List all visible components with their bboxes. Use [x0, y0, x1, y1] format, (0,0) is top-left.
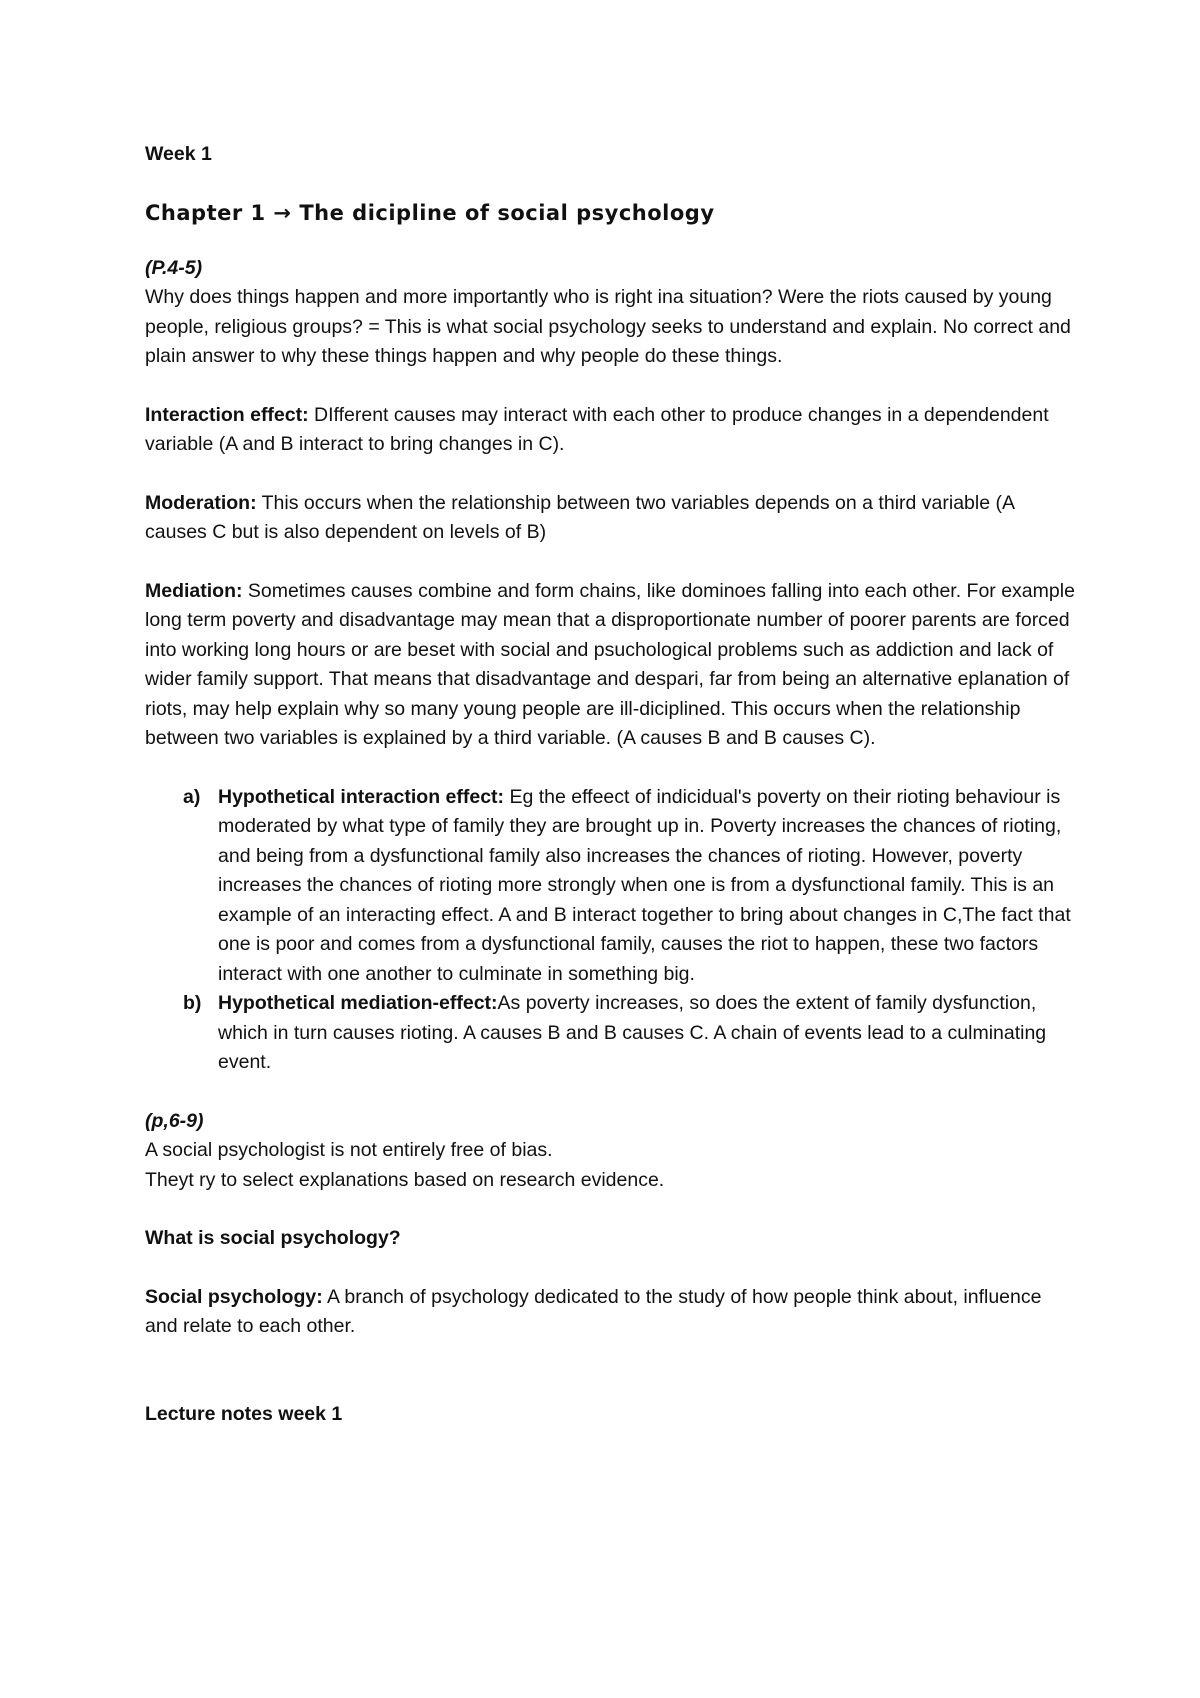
- list-marker: b): [183, 992, 202, 1014]
- spacer: [145, 1371, 1075, 1400]
- list-item-term: Hypothetical interaction effect:: [218, 785, 505, 808]
- list-item-term: Hypothetical mediation-effect:: [218, 992, 498, 1014]
- mediation-text: Sometimes causes combine and form chains, like dominoes falling into each other. For example long term poverty and disadvantage may mean that a disproportionate number of poorer parents are forced into working long hours or are beset with social and psuchological problems such as addiction and lack of wider family support. That means that disadvantage and despari, far from being an alternative eplanation of riots, may help explain why so many young people are ill-diciplined. This occurs when the relationship between two variables is explained by a third variable. (A causes B and B causes C).: [145, 579, 1075, 749]
- week-title: Week 1: [145, 143, 212, 165]
- interaction-effect-paragraph: [145, 401, 1075, 460]
- bias-line: A social psychologist is not entirely free of bias.: [145, 1139, 553, 1161]
- definition-paragraph: [145, 1283, 1075, 1342]
- mediation-paragraph: [145, 577, 1075, 754]
- section-p4-5: [145, 254, 1075, 372]
- list-marker: a): [183, 785, 201, 808]
- definition-text: A branch of psychology dedicated to the study of how people think about, influence and relate to each other.: [145, 1285, 1042, 1337]
- moderation-text: This occurs when the relationship between two variables depends on a third variable (A causes C but is also dependent on levels of B): [145, 491, 1014, 543]
- question-heading: What is social psychology?: [145, 1227, 401, 1249]
- list-item: [145, 989, 1075, 1078]
- hypothetical-examples-list: [145, 783, 1075, 1078]
- document-page: [145, 140, 1075, 1429]
- chapter-title: Chapter 1 → The dicipline of social psychology: [145, 200, 715, 225]
- lecture-notes-heading: Lecture notes week 1: [145, 1402, 343, 1425]
- mediation-term: Mediation:: [145, 579, 243, 602]
- section-intro-text: Why does things happen and more importantly who is right ina situation? Were the riots caused by young people, religious groups? = This is what social psychology seeks to understand and explain. No correct and plain answer to why these things happen and why people do these things.: [145, 286, 1071, 367]
- list-item-text: Eg the effeect of indicidual's poverty on their rioting behaviour is moderated by what type of family they are brought up in. Poverty increases the chances of rioting, and being from a dysfunctional family also increases the chances of rioting. However, poverty increases the chances of rioting more strongly when one is from a dysfunctional family. This is an example of an interacting effect. A and B interact together to bring about changes in C,The fact that one is poor and comes from a dysfunctional family, causes the riot to happen, these two factors interact with one another to culminate in something big.: [218, 785, 1071, 985]
- page-reference: (P.4-5): [145, 256, 203, 279]
- interaction-effect-term: Interaction effect:: [145, 403, 309, 426]
- list-item: [145, 783, 1075, 990]
- interaction-effect-text: DIfferent causes may interact with each other to produce changes in a dependendent variable (A and B interact to bring changes in C).: [145, 403, 1049, 455]
- moderation-term: Moderation:: [145, 491, 257, 514]
- evidence-line: Theyt ry to select explanations based on research evidence.: [145, 1168, 665, 1191]
- page-reference: (p,6-9): [145, 1109, 204, 1132]
- list-item-text: As poverty increases, so does the extent of family dysfunction, which in turn causes rioting. A causes B and B causes C. A chain of events lead to a culminating event.: [218, 992, 1047, 1073]
- moderation-paragraph: [145, 489, 1075, 548]
- definition-term: Social psychology:: [145, 1285, 323, 1308]
- section-p6-9: [145, 1107, 1075, 1196]
